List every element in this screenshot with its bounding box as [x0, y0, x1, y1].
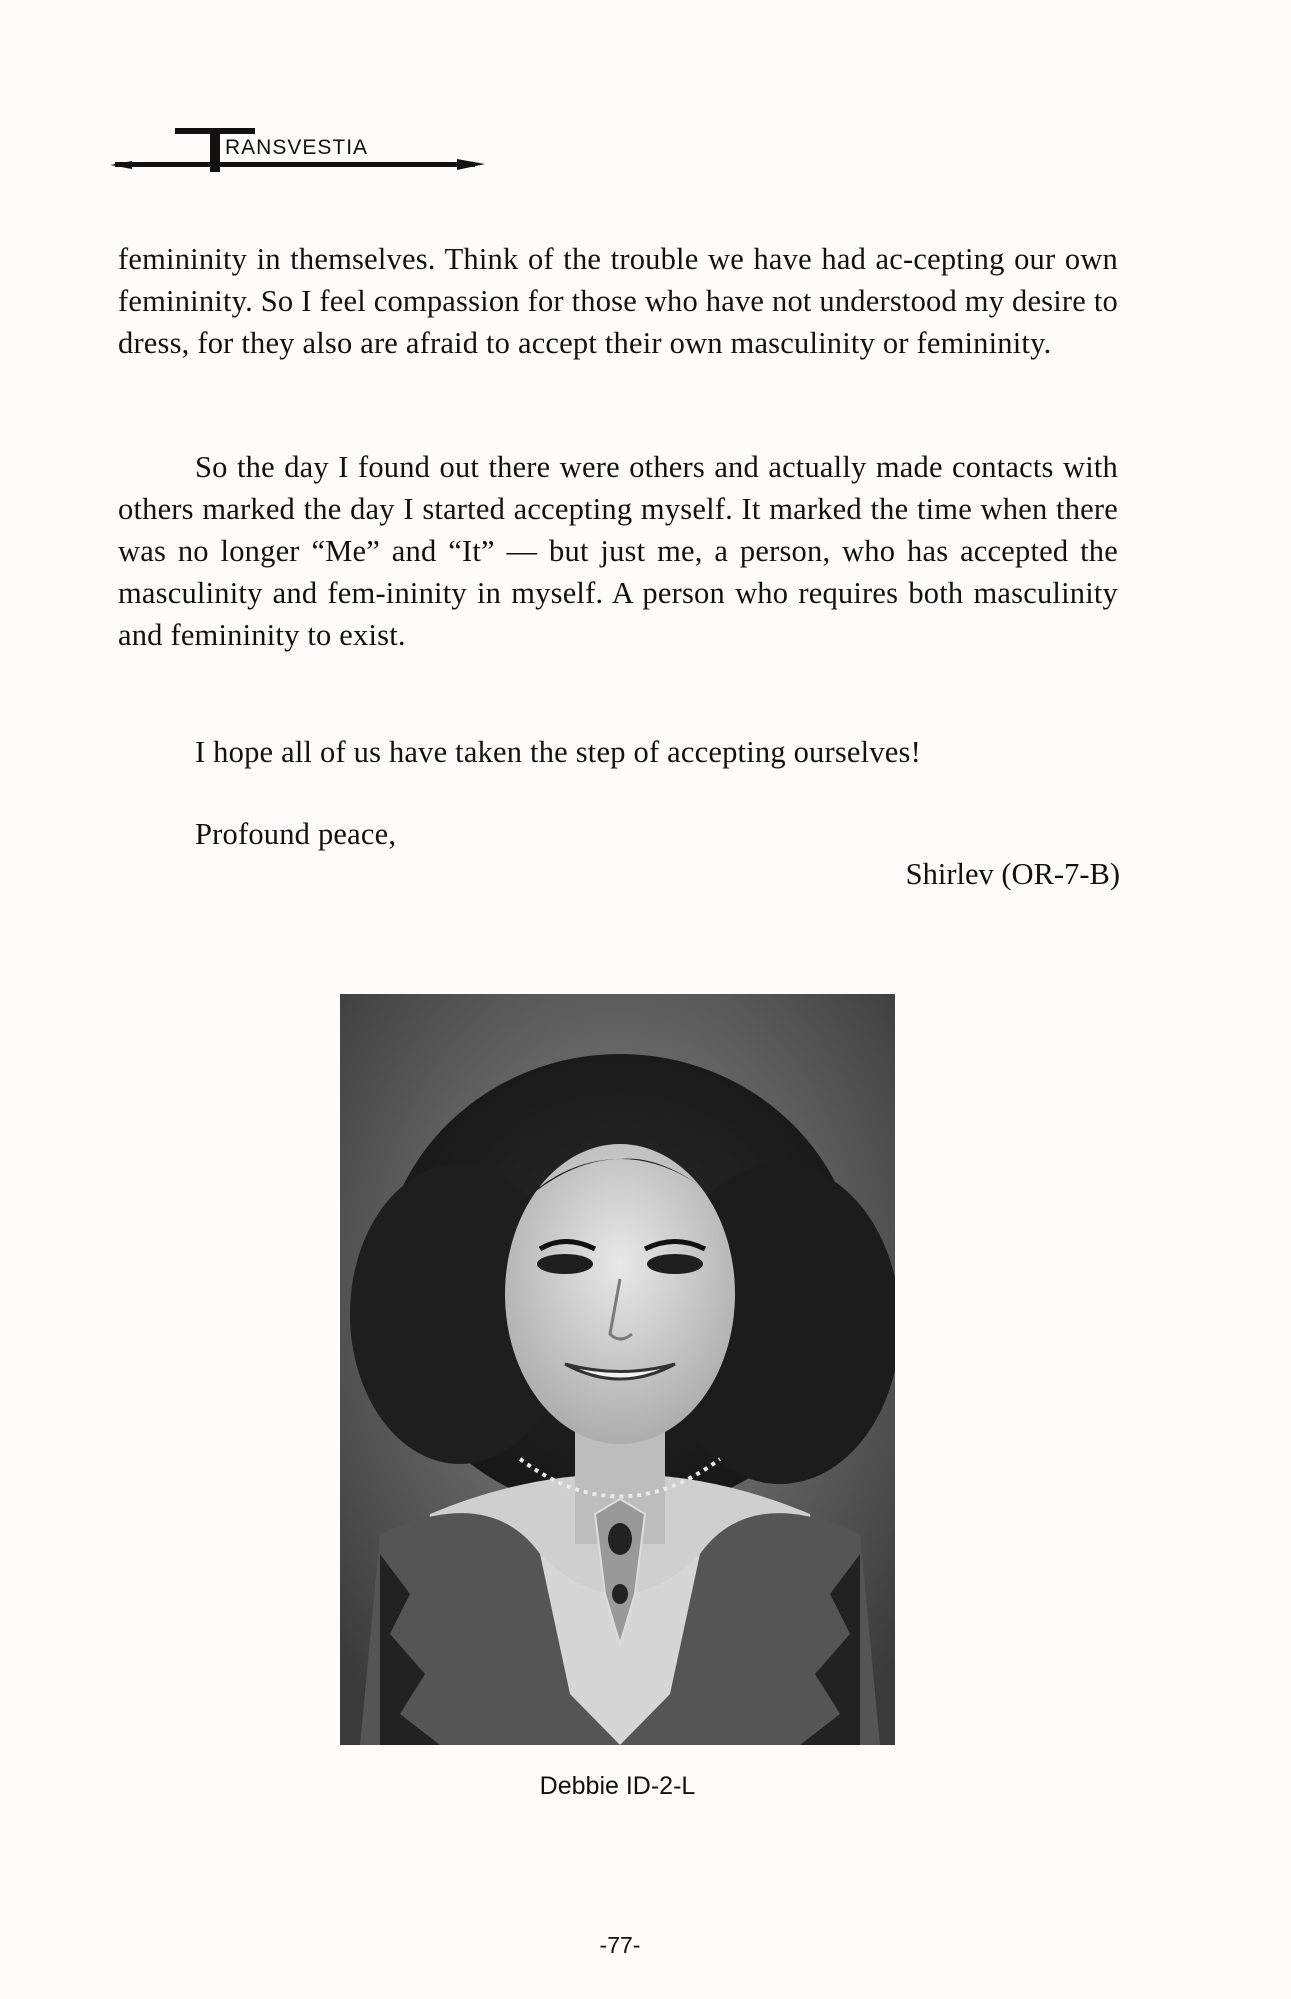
photo-caption: Debbie ID-2-L — [539, 1772, 696, 1800]
masthead-rule-tip — [457, 159, 485, 170]
portrait-photo — [340, 994, 895, 1745]
masthead-logo — [115, 128, 475, 188]
portrait-illustration — [340, 994, 895, 1745]
paragraph-1: femininity in themselves. Think of the trouble we have had ac-cepting our own femininity. So I feel compassion for those who have not understood my desire to dress, for they also are afraid to accept their own masculinity or femininity. — [118, 242, 1118, 360]
signature: Shirlev (OR-7-B) — [905, 857, 1120, 891]
masthead-t-stem — [210, 128, 220, 172]
page-number: -77- — [599, 1932, 641, 1958]
closing-line: Profound peace, — [195, 817, 397, 851]
masthead-rule — [115, 162, 475, 167]
masthead-title: RANSVESTIA — [225, 136, 369, 159]
paragraph-3: I hope all of us have taken the step of accepting ourselves! — [195, 735, 921, 769]
paragraph-2: So the day I found out there were others and actually made contacts with others marked the day I started accepting myself. It marked the time when there was no longer “Me” and “It” — but just me, a person, who has accepted the masculinity and fem-ininity in myself. A person who requires both masculinity and femininity to exist. — [118, 450, 1118, 652]
